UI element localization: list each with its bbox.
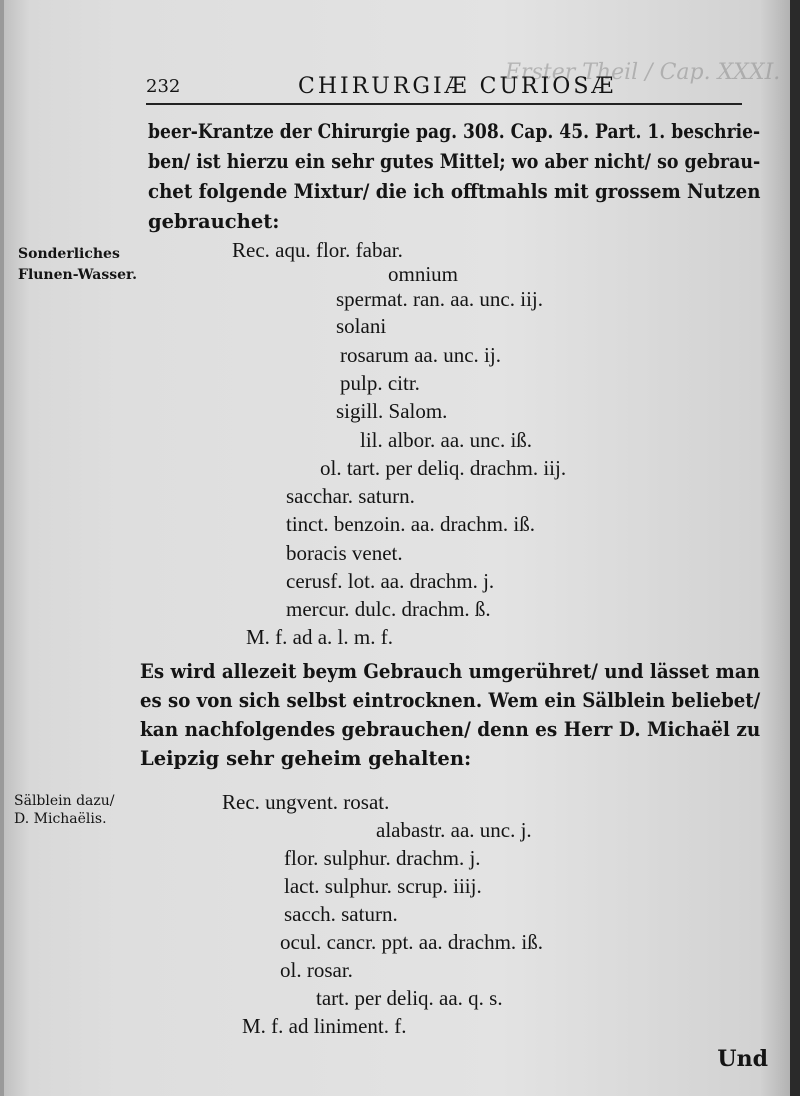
recipe1-line-3: spermat. ran. aa. unc. iij. [336,287,544,311]
recipe2-line-5: sacch. saturn. [284,902,398,926]
recipe1-line-9: ol. tart. per deliq. drachm. iij. [320,456,567,480]
recipe1-line-1: Rec. aqu. flor. fabar. [232,238,403,262]
recipe1-line-2: omnium [388,262,459,286]
page-number: 232 [146,76,181,97]
intro-line-1: beer-Krantze der Chirurgie pag. 308. Cap. 45. Part. 1. beschrie- [148,120,761,143]
page-left-edge [0,0,4,1096]
intro-line-4: gebrauchet: [148,210,280,233]
recipe2-line-2: alabastr. aa. unc. j. [376,818,532,842]
margin-note-2-line-2: D. Michaëlis. [14,811,107,827]
middle-line-4: Leipzig sehr geheim gehalten: [140,747,472,770]
margin-note-1-line-1: Sonderliches [18,246,120,262]
recipe1-line-6: pulp. citr. [340,371,420,395]
recipe2-line-4: lact. sulphur. scrup. iiij. [284,874,482,898]
recipe2-line-6: ocul. cancr. ppt. aa. drachm. iß. [280,930,543,954]
recipe1-line-13: cerusf. lot. aa. drachm. j. [286,569,495,593]
recipe2-line-8: tart. per deliq. aa. q. s. [316,986,503,1010]
intro-line-3: chet folgende Mixtur/ die ich offtmahls mit grossem Nutzen [148,180,761,203]
recipe1-line-8: lil. albor. aa. unc. iß. [360,428,533,452]
recipe1-line-11: tinct. benzoin. aa. drachm. iß. [286,512,535,536]
recipe2-line-9: M. f. ad liniment. f. [242,1014,407,1038]
middle-line-3: kan nachfolgendes gebrauchen/ denn es Herr D. Michaël zu [140,718,761,741]
recipe1-line-10: sacchar. saturn. [286,484,415,508]
recipe1-line-7: sigill. Salom. [336,399,448,423]
recipe1-line-12: boracis venet. [286,541,403,565]
middle-line-2: es so von sich selbst eintrocknen. Wem ein Sälblein beliebet/ [140,689,761,712]
running-title: CHIRURGIÆ CURIOSÆ [298,74,617,99]
middle-line-1: Es wird allezeit beym Gebrauch umgerühret/ und lässet man [140,660,760,683]
margin-note-2 [14,792,115,828]
bleed-through-header: Erster Theil / Cap. XXXI. [505,60,781,85]
margin-note-1-line-2: Flunen-Wasser. [18,267,137,283]
recipe1-line-5: rosarum aa. unc. ij. [340,343,501,367]
recipe2-line-3: flor. sulphur. drachm. j. [284,846,481,870]
header-rule [146,103,742,105]
intro-line-2: ben/ ist hierzu ein sehr gutes Mittel; wo aber nicht/ so gebrau- [148,150,761,173]
margin-note-2-line-1: Sälblein dazu/ [14,793,115,809]
recipe1-line-14: mercur. dulc. drachm. ß. [286,597,491,621]
recipe2-line-1: Rec. ungvent. rosat. [222,790,390,814]
margin-note-1 [18,244,137,286]
recipe2-line-7: ol. rosar. [280,958,353,982]
catchword: Und [717,1046,768,1072]
page-right-edge [790,0,800,1096]
recipe1-line-4: solani [336,314,387,338]
recipe1-line-15: M. f. ad a. l. m. f. [246,625,393,649]
